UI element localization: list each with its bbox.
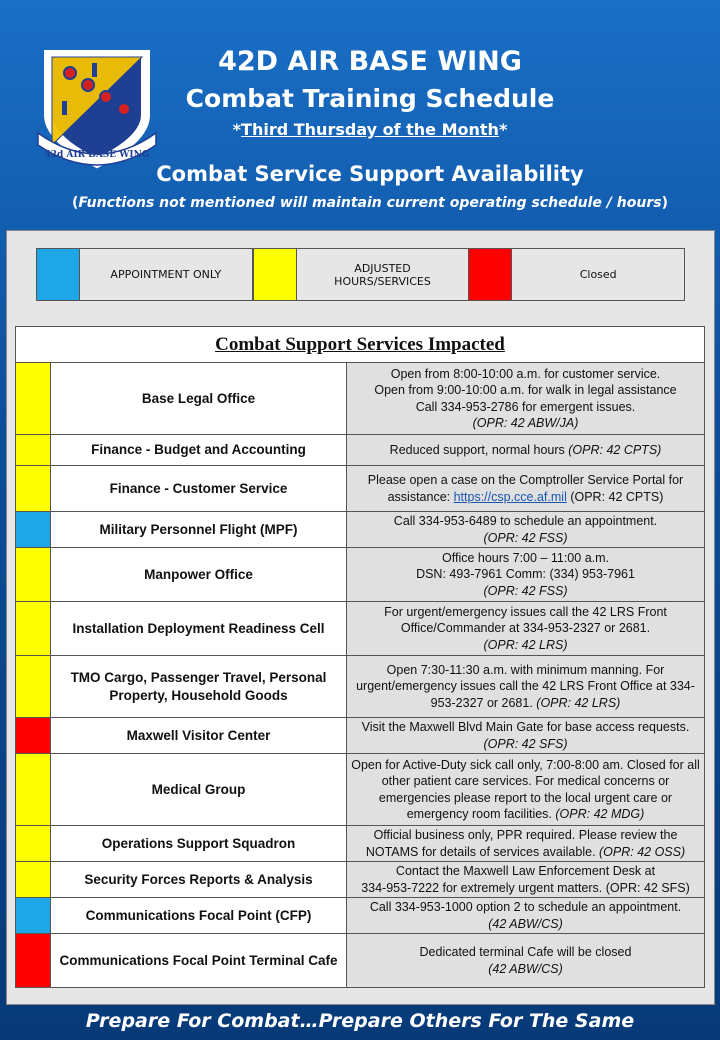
service-name: Communications Focal Point Terminal Cafe xyxy=(51,934,347,988)
section-note: (Functions not mentioned will maintain current operating schedule / hours) xyxy=(72,195,668,211)
table-row xyxy=(16,602,705,656)
detail-line: Open from 9:00-10:00 a.m. for walk in legal assistance xyxy=(374,383,677,398)
detail-line: Call 334-953-6489 to schedule an appointment. xyxy=(393,514,658,529)
service-details xyxy=(347,512,705,548)
legend-appointment-label: APPOINTMENT ONLY xyxy=(80,249,253,300)
legend-closed-swatch xyxy=(469,249,512,300)
service-name: TMO Cargo, Passenger Travel, Personal Property, Household Goods xyxy=(51,656,347,718)
status-color-cell xyxy=(16,934,51,988)
service-details xyxy=(347,466,705,512)
status-color-cell xyxy=(16,363,51,435)
service-details xyxy=(347,754,705,826)
service-details xyxy=(347,862,705,898)
detail-line: Visit the Maxwell Blvd Main Gate for base access requests. xyxy=(361,720,690,735)
detail-line: Dedicated terminal Cafe will be closed xyxy=(419,945,632,960)
table-row xyxy=(16,512,705,548)
legend-adjusted-label: ADJUSTED HOURS/SERVICES xyxy=(297,249,470,300)
detail-opr: (OPR: 42 OSS) xyxy=(599,844,686,859)
service-details xyxy=(347,718,705,754)
page-title: 42D AIR BASE WING xyxy=(218,46,522,77)
detail-opr: (OPR: 42 LRS) xyxy=(536,695,621,710)
detail-opr: (OPR: 42 MDG) xyxy=(555,806,645,821)
table-row xyxy=(16,656,705,718)
legend-closed-label: Closed xyxy=(579,268,617,281)
status-color-cell xyxy=(16,826,51,862)
service-name: Manpower Office xyxy=(51,548,347,602)
detail-line: Office/Commander at 334-953-2327 or 2681. xyxy=(400,621,651,636)
status-color-cell xyxy=(16,754,51,826)
service-details xyxy=(347,934,705,988)
detail-line: Open from 8:00-10:00 a.m. for customer service. xyxy=(390,367,661,381)
service-name: Base Legal Office xyxy=(51,363,347,435)
detail-opr: (OPR: 42 ABW/JA) xyxy=(472,415,579,430)
status-legend xyxy=(36,248,685,301)
status-color-cell xyxy=(16,512,51,548)
page-subtitle: Combat Training Schedule xyxy=(185,84,555,113)
status-color-cell xyxy=(16,602,51,656)
detail-opr: (OPR: 42 FSS) xyxy=(483,530,568,545)
table-row xyxy=(16,754,705,826)
service-details xyxy=(347,548,705,602)
service-name: Security Forces Reports & Analysis xyxy=(51,862,347,898)
service-name: Medical Group xyxy=(51,754,347,826)
status-color-cell xyxy=(16,548,51,602)
table-row xyxy=(16,718,705,754)
service-name: Finance - Budget and Accounting xyxy=(51,435,347,466)
detail-opr: (OPR: 42 SFS) xyxy=(483,736,568,751)
schedule-note: *Third Thursday of the Month* xyxy=(232,120,508,139)
status-color-cell xyxy=(16,656,51,718)
footer-slogan: Prepare For Combat…Prepare Others For The Same xyxy=(85,1010,635,1032)
detail-text: Open for Active-Duty sick call only, 7:00-8:00 am. Closed for all other patient care services. For medical concerns or emergencies please report to the local urgent care or emergency room facilities. xyxy=(351,758,700,821)
section-title: Combat Service Support Availability xyxy=(156,162,584,186)
service-name: Military Personnel Flight (MPF) xyxy=(51,512,347,548)
detail-line: For urgent/emergency issues call the 42 LRS Front xyxy=(384,605,667,620)
detail-line: Call 334-953-2786 for emergent issues. xyxy=(415,399,636,414)
detail-text: Please open a case on the Comptroller Service Portal for assistance: xyxy=(367,473,684,504)
table-row xyxy=(16,898,705,934)
status-color-cell xyxy=(16,898,51,934)
table-row xyxy=(16,466,705,512)
service-details xyxy=(347,826,705,862)
detail-text: Official business only, PPR required. Please review the NOTAMS for details of services available. xyxy=(365,828,678,859)
detail-opr: (OPR: 42 CPTS) xyxy=(566,489,664,504)
services-table xyxy=(15,326,705,988)
header xyxy=(0,0,720,230)
service-details xyxy=(347,898,705,934)
detail-opr: (OPR: 42 CPTS) xyxy=(568,442,662,457)
detail-line: DSN: 493-7961 Comm: (334) 953-7961 xyxy=(416,567,635,582)
service-name: Finance - Customer Service xyxy=(51,466,347,512)
detail-text: Reduced support, normal hours xyxy=(389,442,569,457)
detail-opr: (42 ABW/CS) xyxy=(488,961,563,976)
svg-text:42d AIR BASE WING: 42d AIR BASE WING xyxy=(44,150,150,160)
legend-adjusted-swatch xyxy=(253,249,297,300)
service-details xyxy=(347,602,705,656)
portal-link[interactable]: https://csp.cce.af.mil xyxy=(453,489,567,504)
detail-line: 334-953-7222 for extremely urgent matters. (OPR: 42 SFS) xyxy=(361,880,690,895)
table-row xyxy=(16,862,705,898)
service-name: Maxwell Visitor Center xyxy=(51,718,347,754)
service-details xyxy=(347,656,705,718)
service-name: Installation Deployment Readiness Cell xyxy=(51,602,347,656)
table-row xyxy=(16,435,705,466)
service-details xyxy=(347,435,705,466)
status-color-cell xyxy=(16,435,51,466)
legend-appointment-swatch xyxy=(37,249,80,300)
service-name: Operations Support Squadron xyxy=(51,826,347,862)
status-color-cell xyxy=(16,718,51,754)
service-name: Communications Focal Point (CFP) xyxy=(51,898,347,934)
table-row xyxy=(16,363,705,435)
service-details xyxy=(347,363,705,435)
detail-line: Call 334-953-1000 option 2 to schedule an appointment. xyxy=(369,900,682,915)
table-row xyxy=(16,548,705,602)
detail-line: Office hours 7:00 – 11:00 a.m. xyxy=(442,551,609,566)
table-heading-row xyxy=(16,327,705,363)
table-row xyxy=(16,934,705,988)
detail-opr: (OPR: 42 FSS) xyxy=(483,583,568,598)
table-row xyxy=(16,826,705,862)
detail-line: Contact the Maxwell Law Enforcement Desk at xyxy=(395,864,656,879)
status-color-cell xyxy=(16,466,51,512)
detail-opr: (42 ABW/CS) xyxy=(488,916,563,931)
status-color-cell xyxy=(16,862,51,898)
detail-text: Open 7:30-11:30 a.m. with minimum manning. For urgent/emergency issues call the 42 LRS Front Office at 334-953-2327 or 2681. xyxy=(356,663,695,710)
table-heading: Combat Support Services Impacted xyxy=(16,327,705,363)
detail-opr: (OPR: 42 LRS) xyxy=(483,637,568,652)
